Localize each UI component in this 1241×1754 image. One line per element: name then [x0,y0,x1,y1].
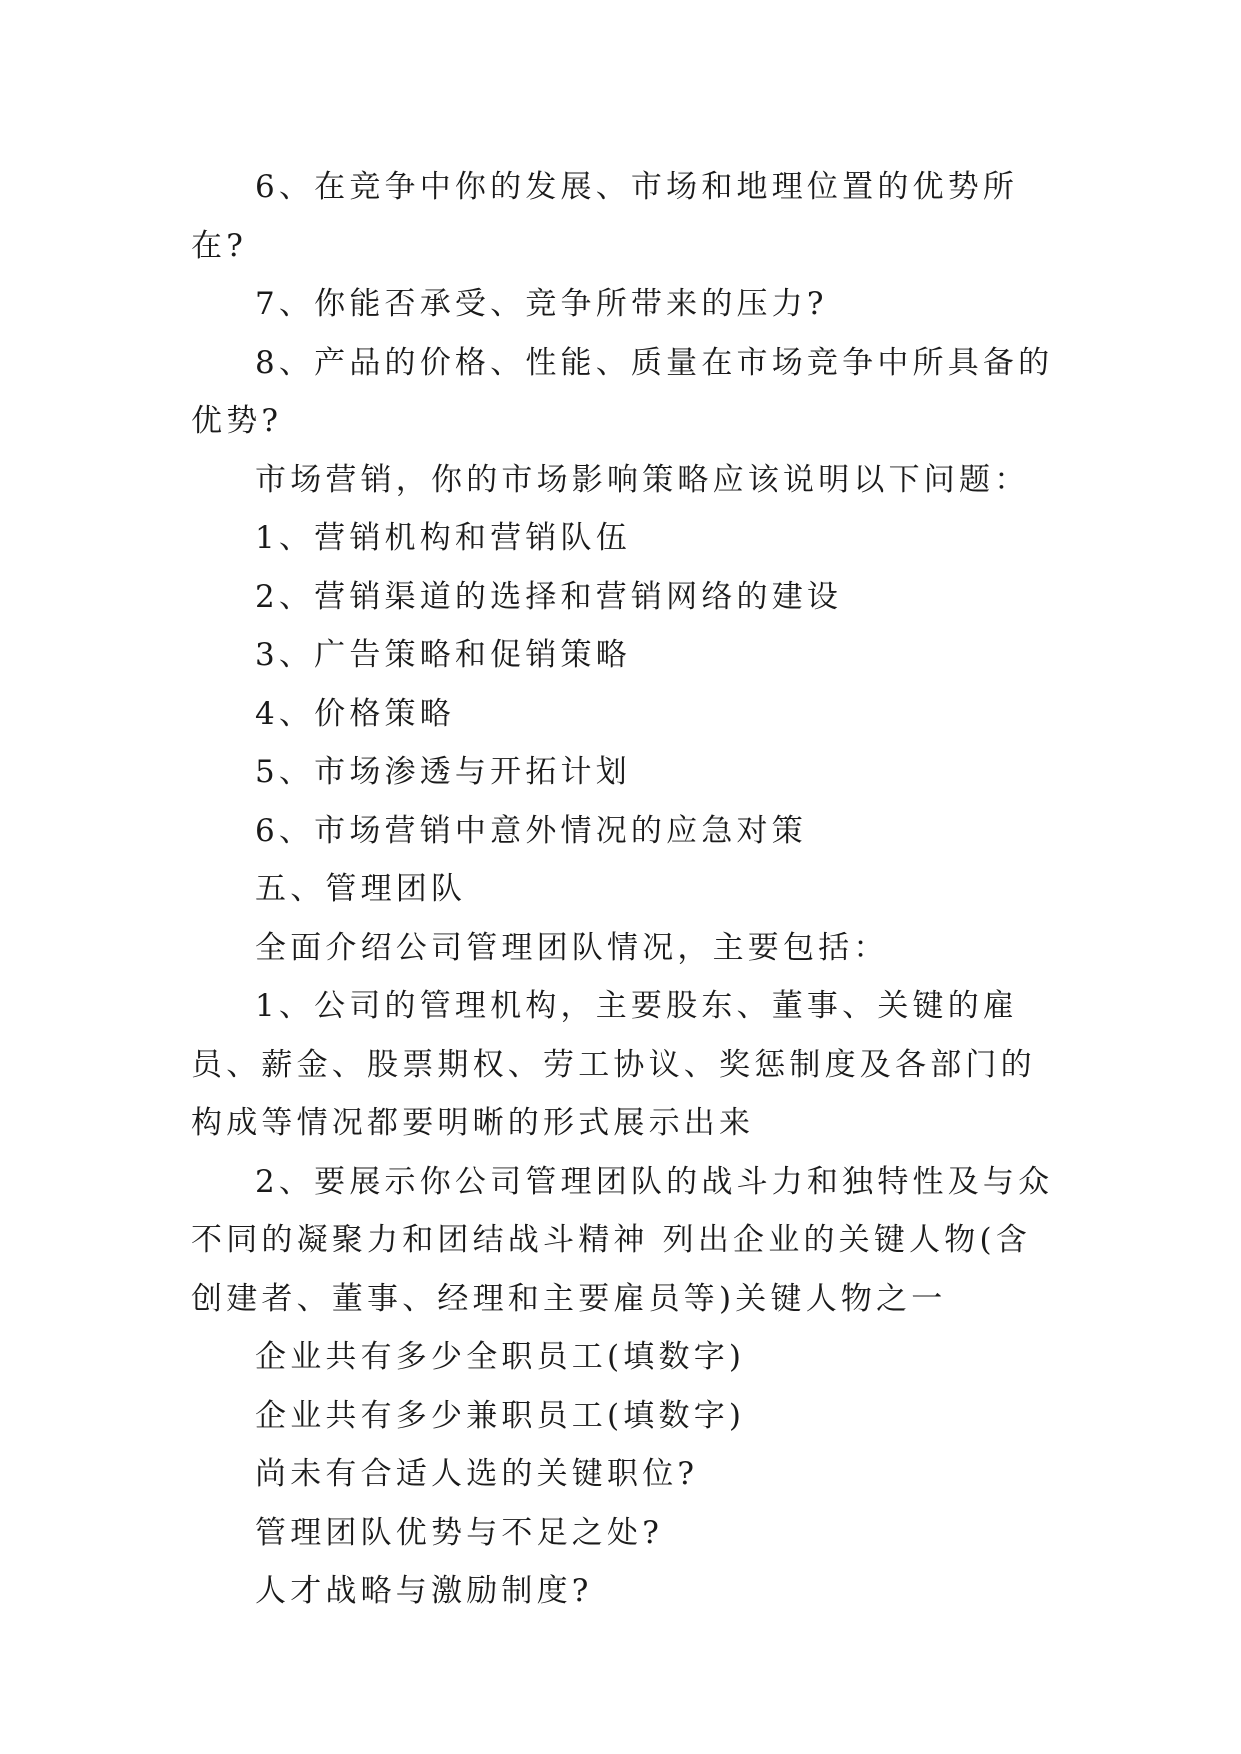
list-item-market-penetration: 5、市场渗透与开拓计划 [255,754,631,790]
question-part-time-staff: 企业共有多少兼职员工(填数字) [255,1397,746,1434]
paragraph-competition-advantage: 6、在竞争中你的发展、市场和地理位置的优势所在? [191,169,1019,264]
list-item-pricing-strategy: 4、价格策略 [255,695,455,732]
question-team-strengths-weaknesses: 管理团队优势与不足之处? [255,1514,664,1551]
question-full-time-staff: 企业共有多少全职员工(填数字) [255,1339,746,1375]
list-item-contingency-plan: 6、市场营销中意外情况的应急对策 [255,812,807,849]
paragraph-management-intro: 全面介绍公司管理团队情况，主要包括： [255,929,889,966]
list-item-marketing-channels: 2、营销渠道的选择和营销网络的建设 [255,578,843,615]
question-vacant-positions: 尚未有合适人选的关键职位? [255,1456,699,1492]
list-item-management-structure: 1、公司的管理机构，主要股东、董事、关键的雇员、薪金、股票期权、劳工协议、奖惩制度及各部门的构成等情况都要明晰的形式展示出来 [191,988,1036,1141]
paragraph-product-advantage: 8、产品的价格、性能、质量在市场竞争中所具备的优势? [191,344,1054,439]
paragraph-competition-pressure: 7、你能否承受、竞争所带来的压力? [255,286,828,322]
paragraph-marketing-intro: 市场营销，你的市场影响策略应该说明以下问题： [255,461,1030,498]
question-talent-strategy: 人才战略与激励制度? [255,1573,593,1609]
section-heading-management-team: 五、管理团队 [255,871,467,907]
document-body [191,158,1061,1621]
list-item-team-strength: 2、要展示你公司管理团队的战斗力和独特性及与众不同的凝聚力和团结战斗精神 列出企业的关键人物(含创建者、董事、经理和主要雇员等)关键人物之一 [191,1163,1054,1317]
list-item-advertising-strategy: 3、广告策略和促销策略 [255,637,631,673]
list-item-marketing-organization: 1、营销机构和营销队伍 [255,520,631,556]
